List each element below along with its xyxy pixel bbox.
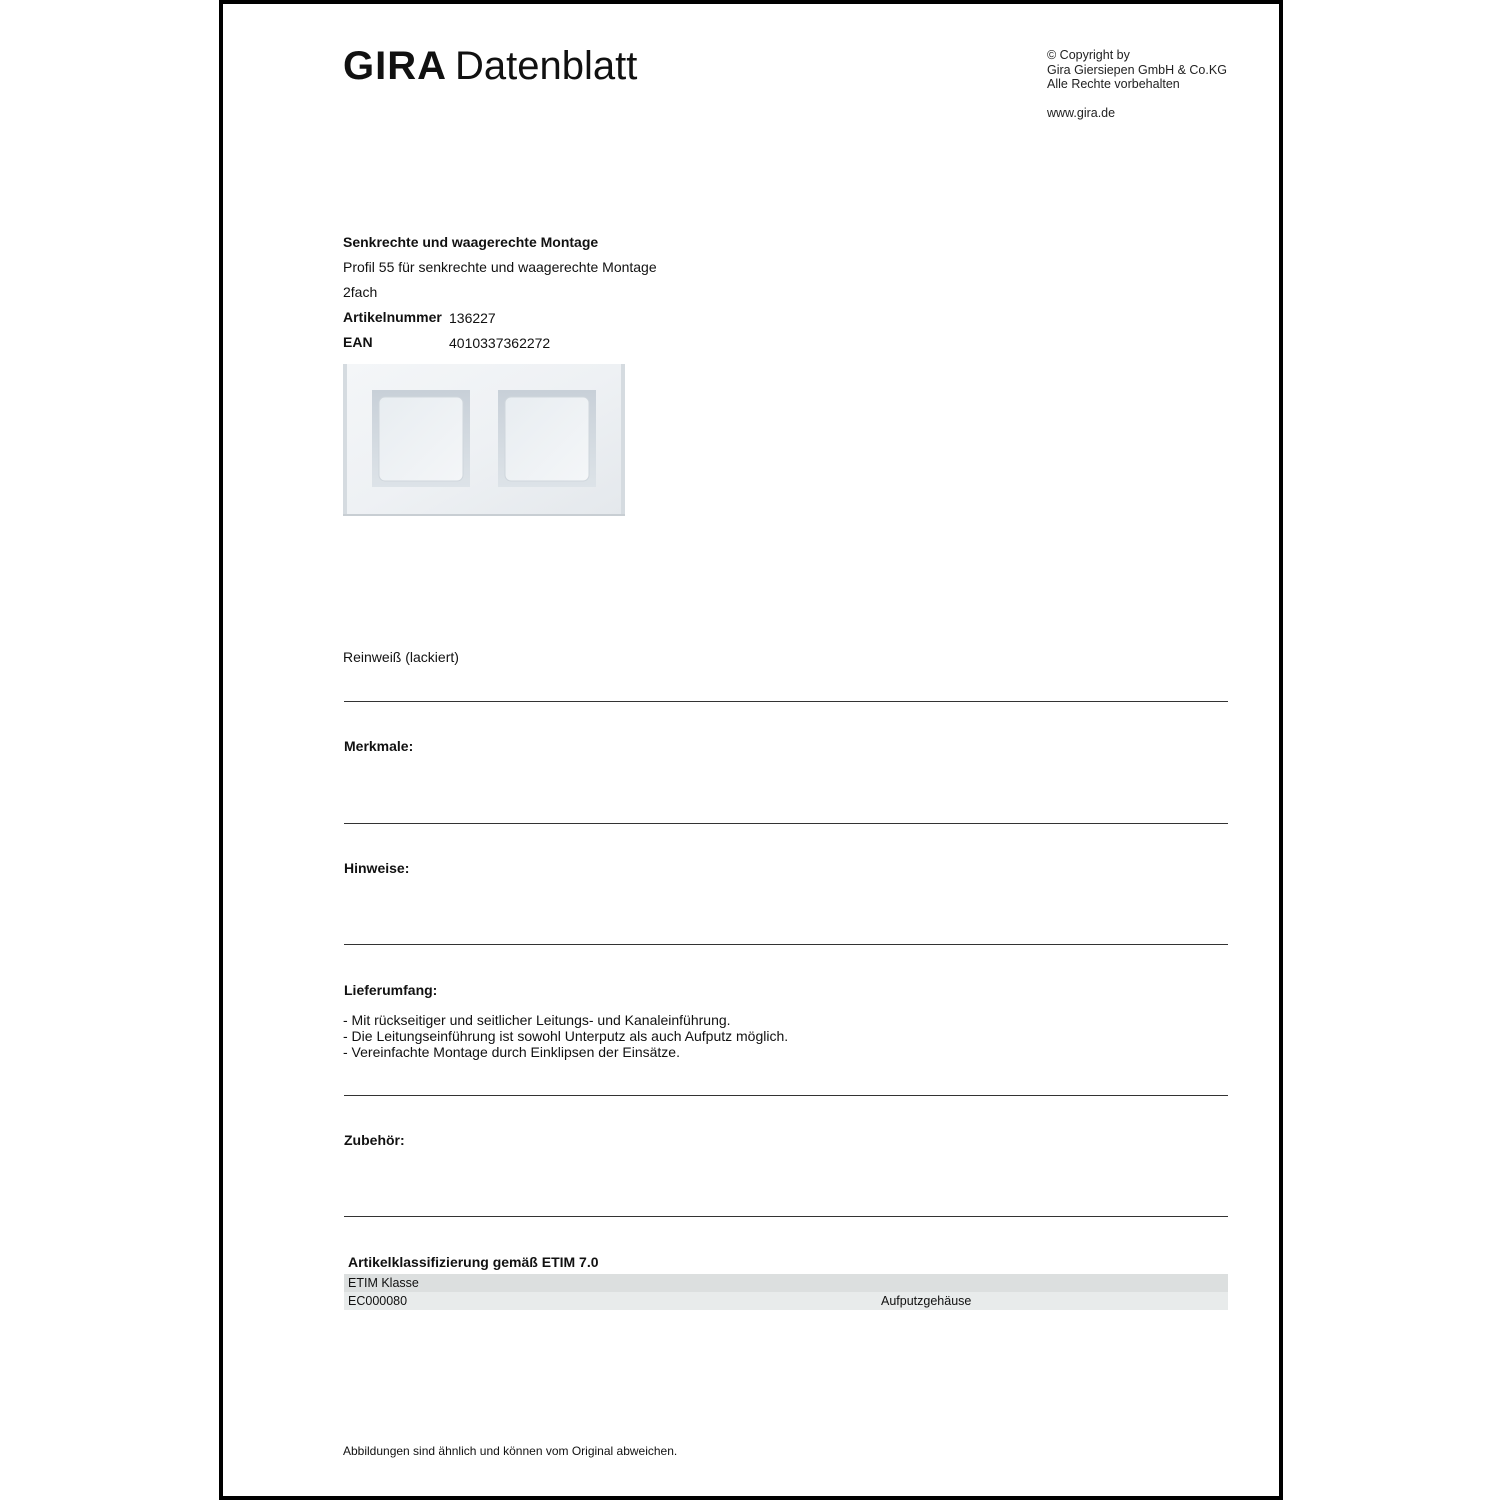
scope-list: [343, 1012, 788, 1060]
copyright-line: Alle Rechte vorbehalten: [1047, 77, 1180, 91]
frame-2fold-icon: [343, 364, 625, 516]
product-name: Senkrechte und waagerechte Montage: [343, 234, 599, 250]
list-item: - Vereinfachte Montage durch Einklipsen der Einsätze.: [343, 1044, 680, 1060]
table-row: [344, 1292, 1228, 1310]
etim-code: EC000080: [348, 1294, 408, 1308]
article-number-value: 136227: [449, 310, 496, 326]
datasheet-title: Datenblatt: [455, 44, 638, 88]
scope-heading: Lieferumfang:: [344, 982, 438, 998]
etim-class-name: Aufputzgehäuse: [881, 1294, 972, 1308]
document-title: [343, 42, 637, 90]
ean-value: 4010337362272: [449, 335, 551, 351]
product-variant: 2fach: [343, 284, 378, 300]
website-link[interactable]: www.gira.de: [1047, 105, 1116, 120]
product-description: Profil 55 für senkrechte und waagerechte Montage: [343, 259, 657, 275]
features-heading: Merkmale:: [344, 738, 414, 754]
product-image: [343, 364, 625, 516]
section-divider: [344, 701, 1228, 702]
section-divider: [344, 1216, 1228, 1217]
section-divider: [344, 1095, 1228, 1096]
etim-header-class: ETIM Klasse: [348, 1276, 419, 1290]
copyright-block: [1047, 48, 1227, 120]
notes-heading: Hinweise:: [344, 860, 410, 876]
product-color: Reinweiß (lackiert): [343, 649, 459, 665]
list-item: - Die Leitungseinführung ist sowohl Unterputz als auch Aufputz möglich.: [343, 1028, 789, 1044]
ean-label: EAN: [343, 334, 373, 350]
section-divider: [344, 823, 1228, 824]
copyright-line: © Copyright by: [1047, 48, 1130, 62]
etim-header-row: [344, 1274, 1228, 1292]
footer-disclaimer: Abbildungen sind ähnlich und können vom Original abweichen.: [343, 1444, 678, 1458]
brand-logo: GIRA: [343, 44, 447, 88]
copyright-line: Gira Giersiepen GmbH & Co.KG: [1047, 62, 1227, 77]
list-item: - Mit rückseitiger und seitlicher Leitungs- und Kanaleinführung.: [343, 1012, 731, 1028]
section-divider: [344, 944, 1228, 945]
accessories-heading: Zubehör:: [344, 1132, 405, 1148]
article-number-label: Artikelnummer: [343, 309, 442, 325]
etim-title: Artikelklassifizierung gemäß ETIM 7.0: [348, 1254, 599, 1270]
